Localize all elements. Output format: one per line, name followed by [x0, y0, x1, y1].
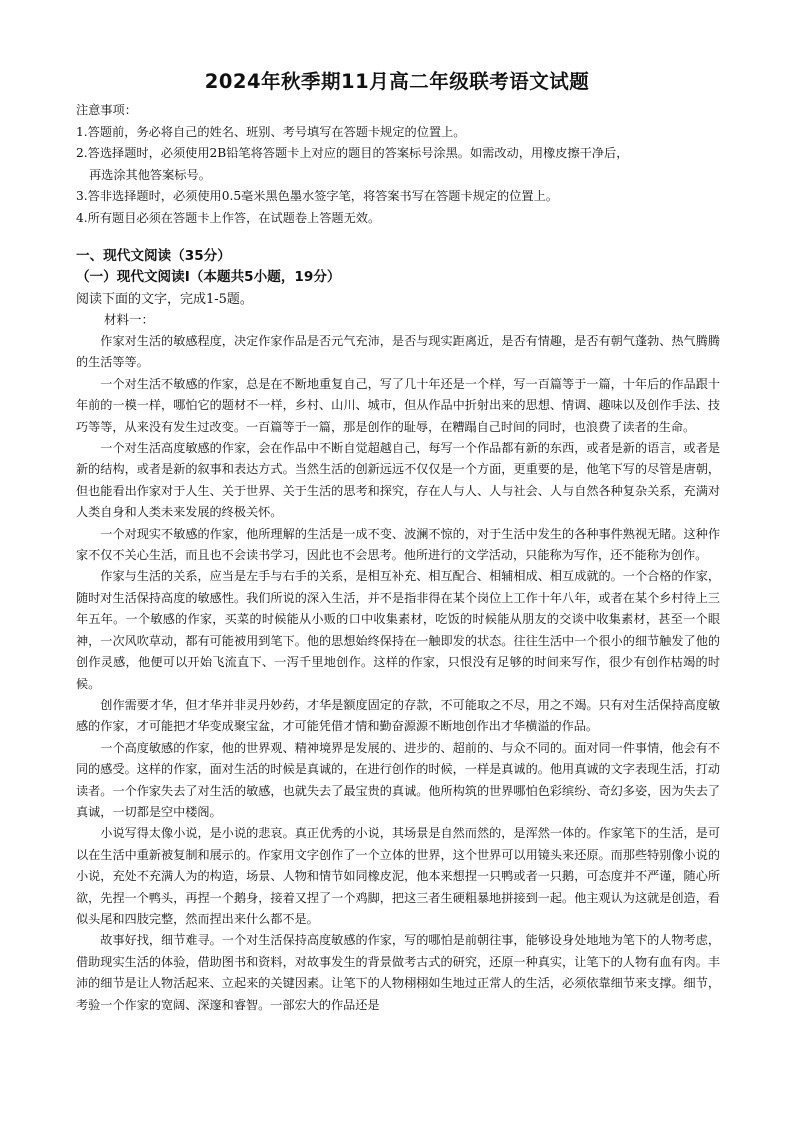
- reading-instruction: 阅读下面的文字，完成1-5题。: [76, 292, 253, 307]
- notes-item: 1.答题前，务必将自己的姓名、班别、考号填写在答题卡规定的位置上。: [76, 124, 466, 139]
- section-title: 一、现代文阅读（35分）: [76, 248, 231, 264]
- passage-paragraph: 作家对生活的敏感程度，决定作家作品是否元气充沛，是否与现实距离近，是否有情趣，是否有朝气蓬勃、热气腾腾的生活等等。: [76, 334, 720, 370]
- notes-item: 再选涂其他答案标号。: [89, 167, 211, 182]
- passage-paragraph: 一个高度敏感的作家，他的世界观、精神境界是发展的、进步的、超前的、与众不同的。面对同一件事情，他会有不同的感受。这样的作家，面对生活的时候是真诚的，在进行创作的时候，一样是真诚的。他用真诚的文字表现生活，打动读者。一个作家失去了对生活的敏感，也就失去了最宝贵的真诚。他所构筑的世界哪怕色彩缤纷、奇幻多姿，因为失去了真诚，一切都是空中楼阁。: [76, 740, 720, 819]
- passage-body: [76, 331, 720, 1016]
- passage-paragraph: 故事好找，细节难寻。一个对生活保持高度敏感的作家，写的哪怕是前朝往事，能够设身处地地为笔下的人物考虑，借助现实生活的体验，借助图书和资料，对故事发生的背景做考古式的研究，还原一种真实，让笔下的人物有血有肉。丰沛的细节是让人物活起来、立起来的关键因素。让笔下的人物栩栩如生地过正常人的生活，必须依靠细节来支撑。细节，考验一个作家的宽阔、深邃和睿智。一部宏大的作品还是: [76, 933, 720, 1012]
- material-label: 材料一：: [104, 312, 155, 327]
- subsection-title: （一）现代文阅读Ⅰ（本题共5小题，19分）: [76, 269, 341, 285]
- passage-paragraph: 一个对生活不敏感的作家，总是在不断地重复自己，写了几十年还是一个样，写一百篇等于一篇，十年后的作品跟十年前的一模一样，哪怕它的题材不一样，乡村、山川、城市，但从作品中折射出来的思想、情调、趣味以及创作手法、技巧等等，从来没有发生过改变。一百篇等于一篇，那是创作的耻辱，在糟蹋自己时间的同时，也浪费了读者的生命。: [76, 376, 720, 434]
- passage-paragraph: 一个对现实不敏感的作家，他所理解的生活是一成不变、波澜不惊的，对于生活中发生的各种事件熟视无睹。这种作家不仅不关心生活，而且也不会读书学习，因此也不会思考。他所进行的文学活动，只能称为写作，还不能称为创作。: [76, 526, 720, 563]
- page-title: 2024年秋季期11月高二年级联考语文试题: [204, 70, 590, 93]
- notes-item: 4.所有题目必须在答题卡上作答，在试题卷上答题无效。: [76, 210, 381, 225]
- passage-paragraph: 一个对生活高度敏感的作家，会在作品中不断自觉超越自己，每写一个作品都有新的东西，或者是新的语言，或者是新的结构，或者是新的叙事和表达方式。当然生活的创新远远不仅仅是一个方面，更重要的是，他笔下写的尽管是唐朝，但也能看出作家对于人生、关于世界、关于生活的思考和探究，存在人与人、人与社会、人与自然各种复杂关系，充满对人类自身和人类未来发展的终极关怀。: [76, 441, 720, 520]
- notes-item: 2.答选择题时，必须使用2B铅笔将答题卡上对应的题目的答案标号涂黑。如需改动，用橡皮擦干净后，: [76, 146, 629, 160]
- notes-item: 3.答非选择题时，必须使用0.5毫米黑色墨水签字笔，将答案书写在答题卡规定的位置上。: [76, 189, 558, 203]
- passage-paragraph: 小说写得太像小说，是小说的悲哀。真正优秀的小说，其场景是自然而然的，是浑然一体的。作家笔下的生活，是可以在生活中重新被复制和展示的。作家用文字创作了一个立体的世界，这个世界可以用镜头来还原。而那些特别像小说的小说，充处不充满人为的构造，场景、人物和情节如同橡皮泥，他本来想捏一只鸭或者一只鹅，可态度并不严谨，随心所欲，先捏一个鸭头，再捏一个鹅身，接着又捏了一个鸡脚，把这三者生硬粗暴地拼接到一起。他主观认为这就是创造，看似头尾和四肢完整，然而捏出来什么都不是。: [76, 826, 720, 926]
- passage-paragraph: 作家与生活的关系，应当是左手与右手的关系，是相互补充、相互配合、相辅相成、相互成就的。一个合格的作家，随时对生活保持高度的敏感性。我们所说的深入生活，并不是指非得在某个岗位上工作十年八年，或者在某个乡村待上三年五年。一个敏感的作家，买菜的时候能从小贩的口中收集素材，吃饭的时候能从朋友的交谈中收集素材，甚至一个眼神，一次风吹草动，都有可能被用到笔下。他的思想始终保持在一触即发的状态。往往生活中一个很小的细节触发了他的创作灵感，他便可以开始飞流直下、一泻千里地创作。这样的作家，只恨没有足够的时间来写作，很少有创作枯竭的时候。: [76, 569, 720, 691]
- passage-paragraph: 创作需要才华，但才华并非灵丹妙药，才华是额度固定的存款，不可能取之不尽，用之不竭。只有对生活保持高度敏感的作家，才可能把才华变成聚宝盆，才可能凭借才情和勤奋源源不断地创作出才华横溢的作品。: [76, 697, 720, 734]
- notes-block: [76, 100, 736, 229]
- notes-heading: 注意事项：: [76, 103, 137, 117]
